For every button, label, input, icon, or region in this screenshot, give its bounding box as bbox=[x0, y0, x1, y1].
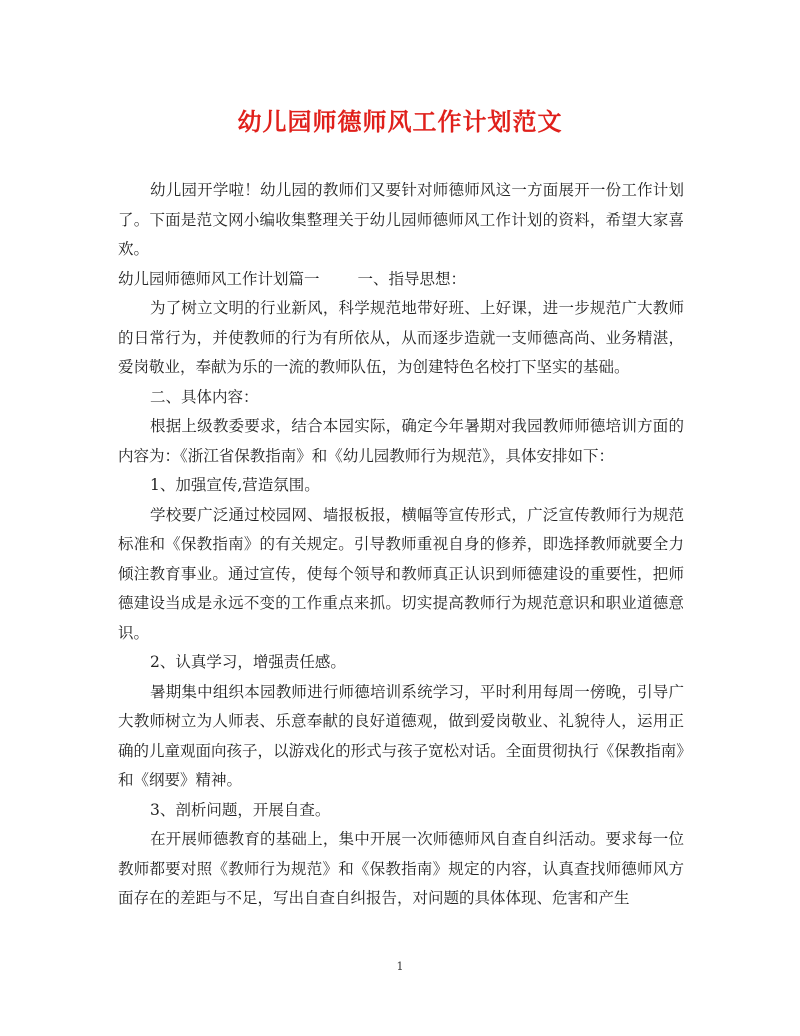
item-2-heading: 2、认真学习，增强责任感。 bbox=[150, 653, 346, 671]
intro-paragraph: 幼儿园开学啦！幼儿园的教师们又要针对师德师风这一方面展开一份工作计划了。下面是范文网小编收集整理关于幼儿园师德师风工作计划的资料，希望大家喜欢。 bbox=[118, 181, 684, 258]
item-3-heading: 3、剖析问题，开展自查。 bbox=[150, 800, 331, 819]
plan-heading: 幼儿园师德师风工作计划篇一 bbox=[118, 269, 320, 288]
section-heading-line bbox=[118, 265, 684, 295]
document-title: 幼儿园师德师风工作计划范文 bbox=[237, 107, 563, 136]
training-content-paragraph: 根据上级教委要求，结合本园实际，确定今年暑期对我园教师师德培训方面的内容为：《浙江省保教指南》和《幼儿园教师行为规范》，具体安排如下： bbox=[118, 417, 684, 465]
item-1-paragraph: 学校要广泛通过校园网、墙报板报，横幅等宣传形式，广泛宣传教师行为规范标准和《保教指南》的有关规定。引导教师重视自身的修养，即选择教师就要全力倾注教育事业。通过宣传，使每个领导和教师真正认识到师德建设的重要性，把师德建设当成是永远不变的工作重点来抓。切实提高教师行为规范意识和职业道德意识。 bbox=[118, 505, 684, 642]
guiding-thought-paragraph: 为了树立文明的行业新风，科学规范地带好班、上好课，进一步规范广大教师的日常行为，并使教师的行为有所依从，从而逐步造就一支师德高尚、业务精湛，爱岗敬业，奉献为乐的一流的教师队伍，为创建特色名校打下坚实的基础。 bbox=[118, 299, 684, 376]
document-body bbox=[118, 176, 684, 914]
page-number: 1 bbox=[396, 960, 404, 973]
specific-content-heading: 二、具体内容： bbox=[150, 387, 259, 406]
item-1-heading: 1、加强宣传,营造氛围。 bbox=[150, 476, 320, 494]
item-3-paragraph: 在开展师德教育的基础上，集中开展一次师德师风自查自纠活动。要求每一位教师都要对照《教师行为规范》和《保教指南》规定的内容，认真查找师德师风方面存在的差距与不足，写出自查自纠报告，对问题的具体体现、危害和产生 bbox=[118, 830, 684, 907]
guiding-thought-heading: 一、指导思想： bbox=[357, 269, 467, 288]
item-2-paragraph: 暑期集中组织本园教师进行师德培训系统学习，平时利用每周一傍晚，引导广大教师树立为人师表、乐意奉献的良好道德观，做到爱岗敬业、礼貌待人，运用正确的儿童观面向孩子，以游戏化的形式与孩子宽松对话。全面贯彻执行《保教指南》和《纲要》精神。 bbox=[118, 682, 684, 789]
